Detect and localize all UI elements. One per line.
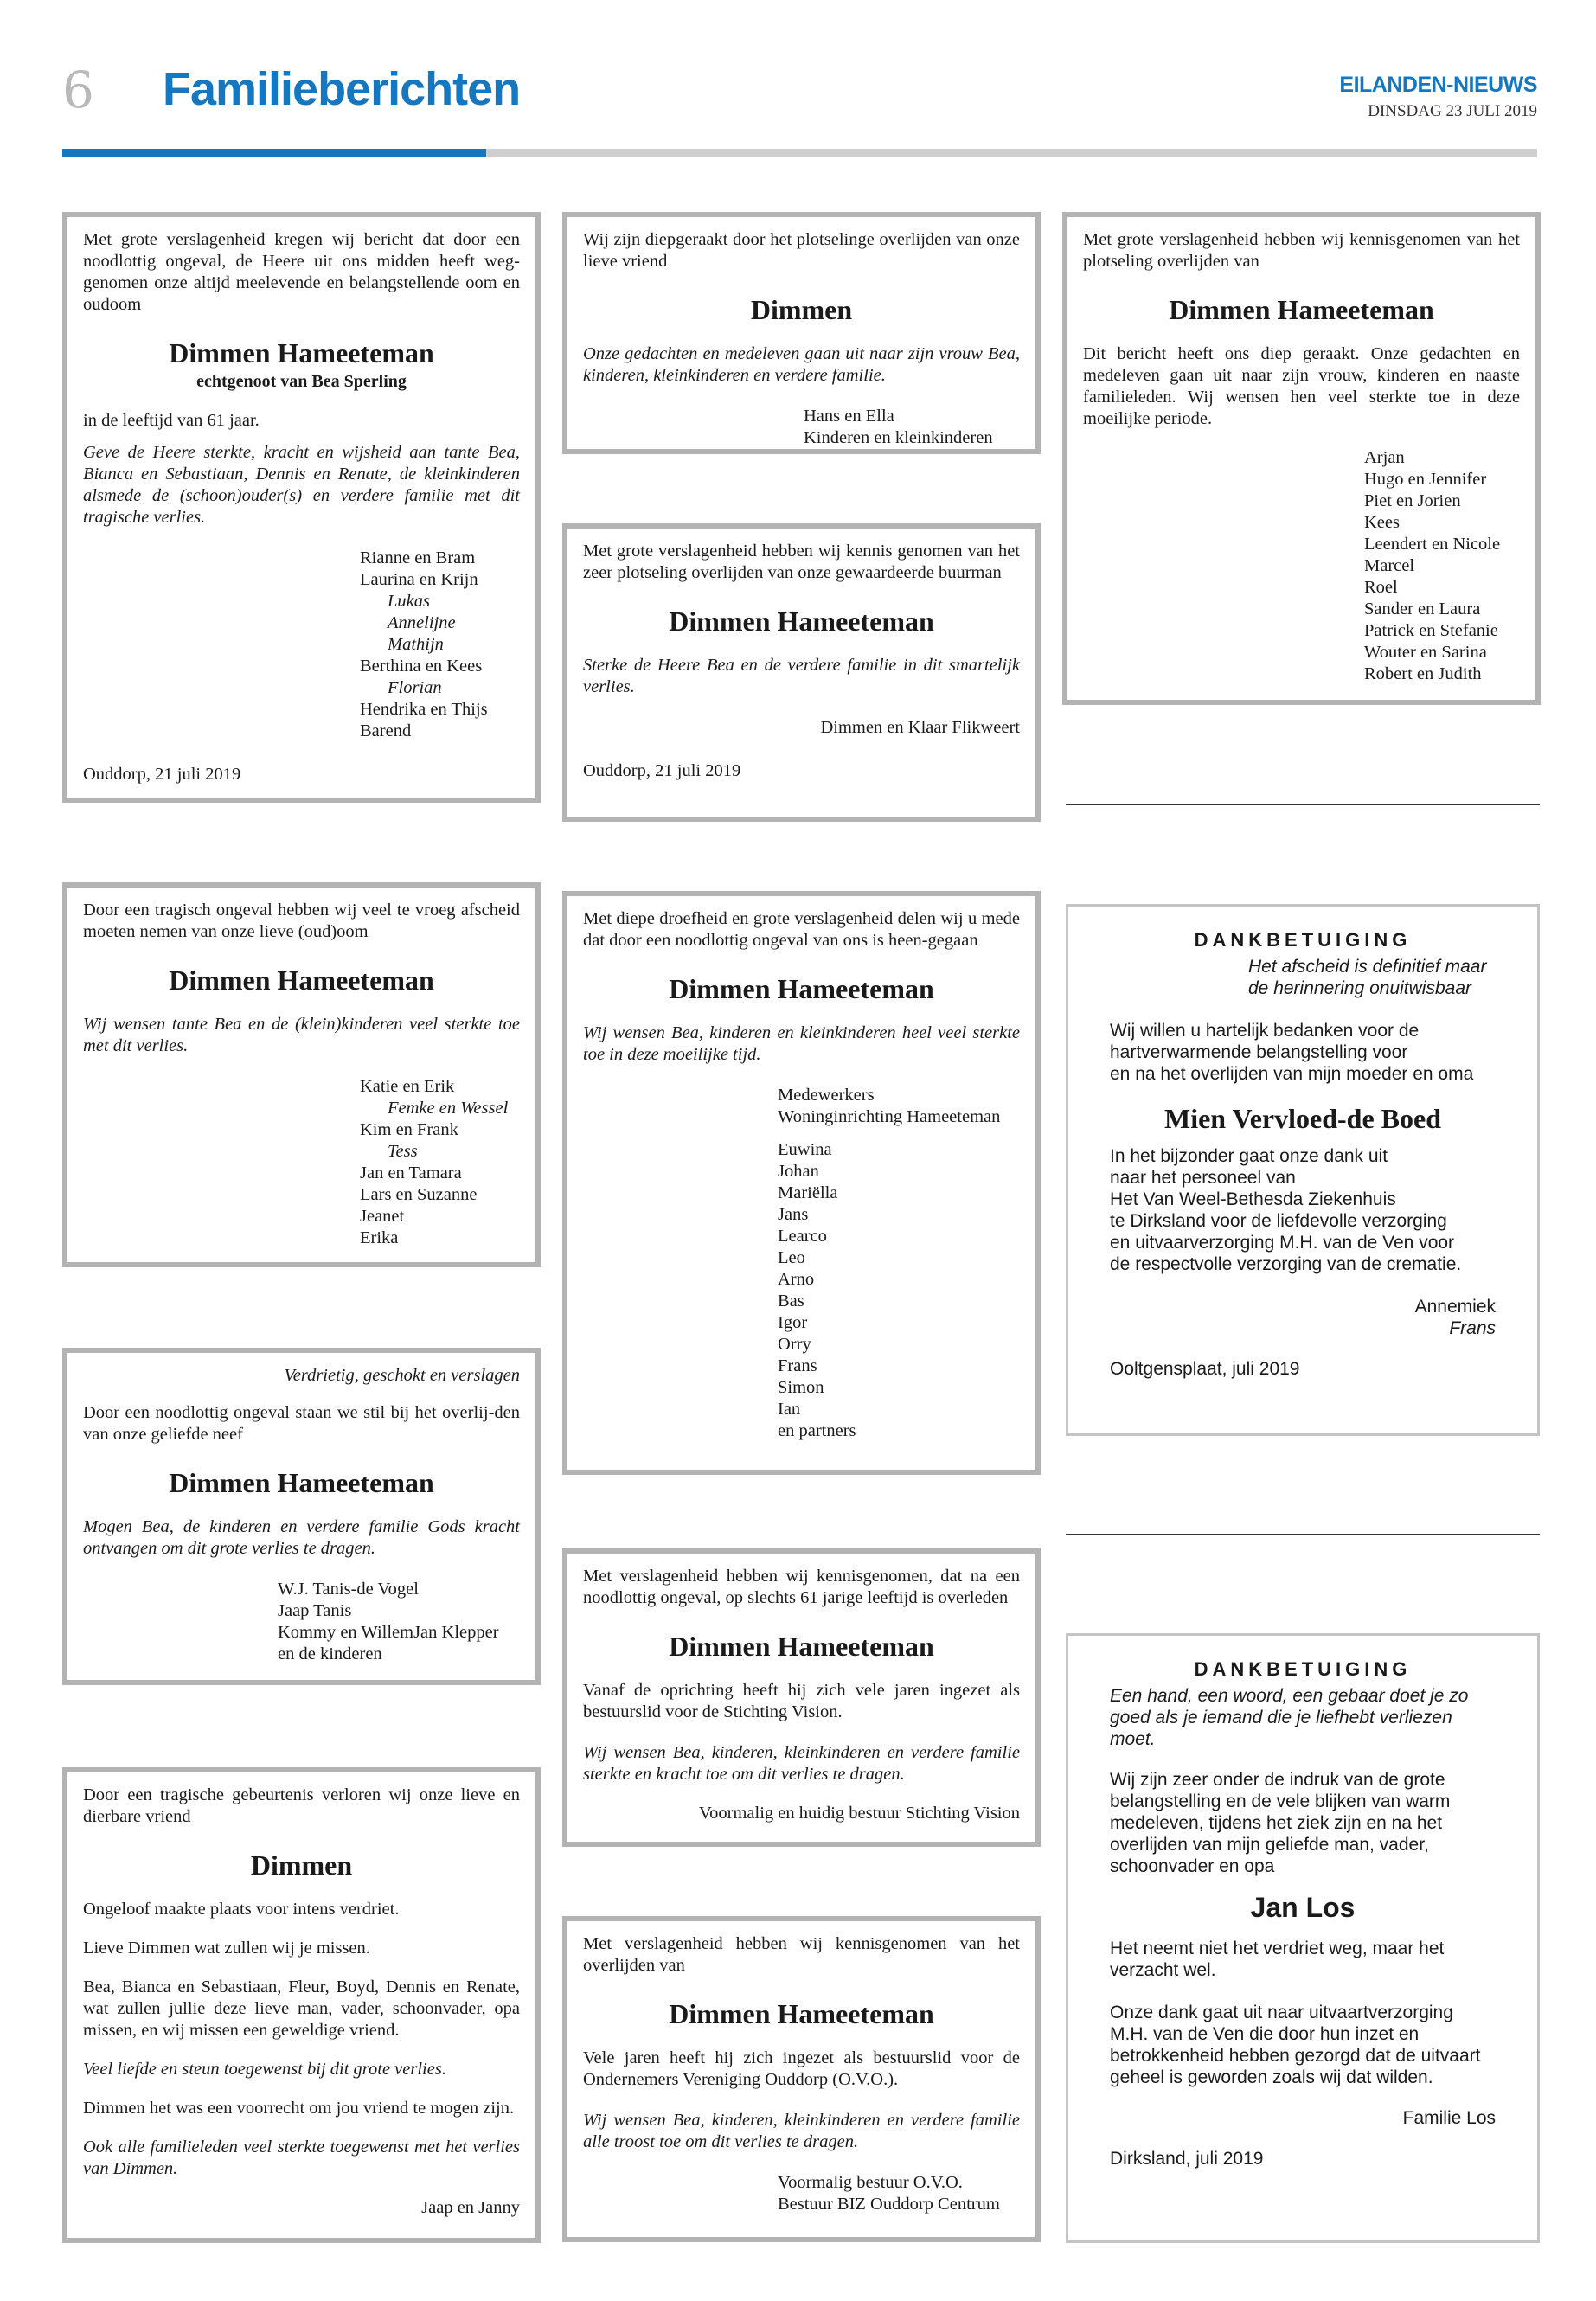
deceased-name: Dimmen Hameeteman — [669, 1998, 934, 2029]
signer: Bestuur BIZ Ouddorp Centrum — [778, 2195, 1000, 2214]
dank-quote: Een hand, een woord, een gebaar doet je zo goed als je iemand die je liefhebt verliezen moet. — [1110, 1686, 1469, 1749]
notice-body: Dit bericht heeft ons diep geraakt. Onze gedachten en medeleven gaan uit naar zijn vrouw, kinderen en naaste familieleden. Wij wensen hen veel sterkte toe in deze moeilijke periode. — [1083, 344, 1520, 428]
deceased-name: Mien Vervloed-de Boed — [1164, 1103, 1441, 1134]
notice-intro: Door een noodlottig ongeval staan we stil bij het overlij-den van onze geliefde neef — [83, 1403, 520, 1444]
text-line: Het neemt niet het verdriet weg, maar het — [1110, 1939, 1445, 1958]
deceased-name: Jan Los — [1250, 1892, 1356, 1923]
notice-ovo — [562, 1916, 1041, 2242]
signer: Roel — [1364, 578, 1398, 597]
signer-child: Annelijne — [388, 613, 456, 632]
deceased-name: Dimmen Hameeteman — [169, 337, 434, 369]
signer: Dimmen en Klaar Flikweert — [820, 718, 1020, 737]
signers — [778, 2172, 1020, 2215]
text-line: Het Van Weel-Bethesda Ziekenhuis — [1110, 1189, 1396, 1209]
deceased-name: Dimmen Hameeteman — [669, 973, 934, 1004]
signer: Jans — [778, 1205, 809, 1224]
signer: Learco — [778, 1227, 827, 1246]
signers — [778, 1085, 1020, 1442]
text-line: M.H. van de Ven die door hun inzet en — [1110, 2024, 1420, 2044]
deceased-name: Dimmen Hameeteman — [669, 606, 934, 637]
signer: Jaap Tanis — [278, 1601, 352, 1620]
notice-colleagues-group — [1062, 212, 1541, 705]
signer: Ian — [778, 1400, 801, 1419]
signer: Jan en Tamara — [360, 1163, 462, 1183]
deceased-name: Dimmen — [750, 294, 853, 325]
text-line: Wij willen u hartelijk bedanken voor de — [1110, 1021, 1420, 1041]
notice-neighbour — [562, 523, 1041, 822]
text-line: overlijden van mijn geliefde man, vader, — [1110, 1835, 1429, 1855]
text-line: geheel is geworden zoals wij dat wilden. — [1110, 2067, 1433, 2087]
text-line: hartverwarmende belangstelling voor — [1110, 1042, 1408, 1062]
signers — [804, 406, 1020, 449]
dank-heading: DANKBETUIGING — [1194, 929, 1412, 951]
notice-intro: Met grote verslagenheid hebben wij kennisgenomen van het plotseling overlijden van — [1083, 230, 1520, 271]
signer-child: Florian — [388, 678, 442, 697]
signer: Kommy en WillemJan Klepper — [278, 1623, 499, 1642]
signer: Jaap en Janny — [421, 2198, 520, 2217]
signer: Kees — [1364, 513, 1400, 532]
signer: Leo — [778, 1248, 805, 1267]
signers — [1364, 447, 1520, 685]
signer: Annemiek — [1414, 1297, 1496, 1317]
text-line: Onze dank gaat uit naar uitvaartverzorging — [1110, 2003, 1453, 2022]
age-line: in de leeftijd van 61 jaar. — [83, 411, 260, 430]
notice-friend-dimmen — [62, 1767, 541, 2243]
signer: Hugo en Jennifer — [1364, 470, 1487, 489]
signer: Berthina en Kees — [360, 657, 483, 676]
deceased-name: Dimmen — [250, 1849, 353, 1881]
signer: Simon — [778, 1378, 824, 1397]
section-title: Familieberichten — [163, 63, 521, 115]
notice-oudoom — [62, 882, 541, 1267]
signers — [360, 1076, 520, 1249]
text-line: de respectvolle verzorging van de crematie. — [1110, 1254, 1462, 1274]
signer: Voormalig en huidig bestuur Stichting Vision — [699, 1804, 1020, 1823]
signer: Piet en Jorien — [1364, 491, 1461, 510]
quote-line: Het afscheid is definitief maar — [1248, 957, 1487, 977]
dank-body — [1110, 2002, 1496, 2088]
signer: Hans en Ella — [804, 407, 894, 426]
notice-wish: Wij wensen Bea, kinderen, kleinkinderen en verdere familie sterkte en kracht toe om dit verlies te dragen. — [583, 1743, 1020, 1784]
notice-wish: Onze gedachten en medeleven gaan uit naar zijn vrouw Bea, kinderen, kleinkinderen en verdere familie. — [583, 344, 1020, 385]
notice-colleagues — [562, 891, 1041, 1475]
notice-intro: Door een tragisch ongeval hebben wij veel te vroeg afscheid moeten nemen van onze lieve (oud)oom — [83, 901, 520, 941]
signer: Leendert en Nicole — [1364, 535, 1501, 554]
notice-intro: Met grote verslagenheid hebben wij kennis genomen van het zeer plotseling overlijden van onze gewaardeerde buurman — [583, 542, 1020, 582]
thank-you-notice-jan — [1066, 1633, 1540, 2243]
notice-wish: Mogen Bea, de kinderen en verdere familie Gods kracht ontvangen om dit grote verlies te dragen. — [83, 1517, 520, 1558]
header-rule-blue — [62, 149, 486, 157]
signer: Orry — [778, 1335, 811, 1354]
deceased-name: Dimmen Hameeteman — [1169, 294, 1434, 325]
signer: Frans — [1449, 1318, 1496, 1338]
signer: Laurina en Krijn — [360, 570, 478, 589]
notice-paragraph: Lieve Dimmen wat zullen wij je missen. — [83, 1939, 370, 1958]
signer-child: Mathijn — [388, 635, 444, 654]
place-date: Ouddorp, 21 juli 2019 — [83, 765, 241, 784]
signer: Wouter en Sarina — [1364, 643, 1487, 662]
text-line: schoonvader en opa — [1110, 1856, 1275, 1876]
notice-nephew — [62, 1348, 541, 1685]
signer: Kinderen en kleinkinderen — [804, 428, 993, 447]
signer-child: Tess — [388, 1142, 418, 1161]
signer-org: Medewerkers — [778, 1086, 875, 1105]
signer: Arjan — [1364, 448, 1405, 467]
text-line: In het bijzonder gaat onze dank uit — [1110, 1146, 1388, 1166]
text-line: medeleven, tijdens het ziek zijn en na het — [1110, 1813, 1443, 1833]
deceased-name: Dimmen Hameeteman — [169, 1467, 434, 1498]
notice-intro: Met verslagenheid hebben wij kennisgenomen, dat na een noodlottig ongeval, op slechts 61 jarige leeftijd is overleden — [583, 1567, 1020, 1607]
notice-intro: Wij zijn diepgeraakt door het plotselinge overlijden van onze lieve vriend — [583, 230, 1020, 271]
signers — [360, 548, 520, 742]
text-line: betrokkenheid hebben gezorgd dat de uitvaart — [1110, 2046, 1481, 2066]
notice-motto: Verdrietig, geschokt en verslagen — [284, 1366, 520, 1385]
notice-paragraph: Veel liefde en steun toegewenst bij dit grote verlies. — [83, 2060, 446, 2079]
text-line: te Dirksland voor de liefdevolle verzorging — [1110, 1211, 1447, 1231]
signer: Hendrika en Thijs — [360, 700, 488, 719]
signer: Mariëlla — [778, 1183, 838, 1202]
signer: Erika — [360, 1228, 399, 1247]
issue-date: DINSDAG 23 JULI 2019 — [1368, 102, 1537, 120]
thank-you-notice-mien — [1066, 904, 1540, 1436]
signer: W.J. Tanis-de Vogel — [278, 1580, 419, 1599]
signer: Robert en Judith — [1364, 664, 1482, 683]
signer: Rianne en Bram — [360, 548, 476, 567]
signer: Arno — [778, 1270, 815, 1289]
notice-intro: Door een tragische gebeurtenis verloren wij onze lieve en dierbare vriend — [83, 1785, 520, 1826]
dank-body — [1110, 1938, 1496, 1981]
dank-body — [1110, 1145, 1496, 1275]
notice-intro: Met diepe droefheid en grote verslagenheid delen wij u mede dat door een noodlottig ongeval van ons is heen-gegaan — [583, 909, 1020, 950]
place-date: Ouddorp, 21 juli 2019 — [583, 761, 741, 780]
notice-intro: Met grote verslagenheid kregen wij bericht dat door een noodlottig ongeval, de Heere uit ons midden heeft weg-genomen onze altijd meelevende en belangstellende oom en oudoom — [83, 230, 520, 314]
signer: Kim en Frank — [360, 1120, 458, 1139]
notice-body: Vele jaren heeft hij zich ingezet als bestuurslid voor de Ondernemers Vereniging Ouddorp (O.V.O.). — [583, 2048, 1020, 2089]
notice-wish: Sterke de Heere Bea en de verdere familie in dit smartelijk verlies. — [583, 656, 1020, 696]
text-line: belangstelling en de vele blijken van warm — [1110, 1791, 1451, 1811]
signers — [278, 1579, 520, 1665]
notice-stichting-vision — [562, 1548, 1041, 1847]
dank-quote — [1248, 956, 1496, 999]
signer: en de kinderen — [278, 1644, 382, 1663]
notice-wish: Wij wensen tante Bea en de (klein)kinderen veel sterkte toe met dit verlies. — [83, 1015, 520, 1055]
signer: Euwina — [778, 1140, 832, 1159]
divider-rule — [1066, 804, 1540, 805]
notice-paragraph: Dimmen het was een voorrecht om jou vriend te mogen zijn. — [83, 2099, 515, 2118]
signer: Frans — [778, 1356, 817, 1375]
signer: Marcel — [1364, 556, 1415, 575]
divider-rule — [1066, 1534, 1540, 1535]
signer: Voormalig bestuur O.V.O. — [778, 2173, 963, 2192]
place-date: Ooltgensplaat, juli 2019 — [1110, 1359, 1300, 1379]
spouse-line: echtgenoot van Bea Sperling — [196, 372, 407, 391]
notice-family-uncle — [62, 212, 541, 803]
signer: Igor — [778, 1313, 808, 1332]
notice-paragraph: Ook alle familieleden veel sterkte toegewenst met het verlies van Dimmen. — [83, 2138, 520, 2178]
page-number: 6 — [62, 61, 94, 119]
text-line: en uitvaarverzorging M.H. van de Ven voor — [1110, 1233, 1455, 1253]
notice-paragraph: Bea, Bianca en Sebastiaan, Fleur, Boyd, Dennis en Renate, wat zullen jullie deze lieve man, vader, schoonvader, opa missen, en wij missen een geweldige vriend. — [83, 1977, 520, 2040]
deceased-name: Dimmen Hameeteman — [169, 965, 434, 996]
dank-heading: DANKBETUIGING — [1194, 1658, 1412, 1680]
newspaper-logo: EILANDEN-NIEUWS — [1339, 73, 1537, 97]
signer-child: Lukas — [388, 592, 430, 611]
signer-child: Femke en Wessel — [388, 1099, 509, 1118]
deceased-name: Dimmen Hameeteman — [669, 1631, 934, 1662]
dank-intro — [1110, 1769, 1496, 1877]
quote-line: de herinnering onuitwisbaar — [1248, 978, 1471, 998]
signer: Katie en Erik — [360, 1077, 455, 1096]
text-line: naar het personeel van — [1110, 1168, 1296, 1188]
header-rule-grey — [486, 149, 1537, 157]
text-line: en na het overlijden van mijn moeder en oma — [1110, 1064, 1474, 1084]
notice-wish: Wij wensen Bea, kinderen en kleinkinderen heel veel sterkte toe in deze moeilijke tijd. — [583, 1023, 1020, 1064]
notice-wish: Geve de Heere sterkte, kracht en wijsheid aan tante Bea, Bianca en Sebastiaan, Dennis en Renate, de kleinkinderen alsmede de (schoon)ouder(s) en verdere familie met dit tragische verlies. — [83, 443, 520, 527]
signer-org: Woninginrichting Hameeteman — [778, 1107, 1001, 1126]
signer: Jeanet — [360, 1207, 405, 1226]
notice-body: Vanaf de oprichting heeft hij zich vele jaren ingezet als bestuurslid voor de Stichting Vision. — [583, 1681, 1020, 1721]
signer: Familie Los — [1402, 2108, 1496, 2128]
signer: Bas — [778, 1292, 804, 1311]
signer: Barend — [360, 721, 412, 740]
signer: en partners — [778, 1421, 856, 1440]
notice-wish: Wij wensen Bea, kinderen, kleinkinderen en verdere familie alle troost toe om dit verlies te dragen. — [583, 2111, 1020, 2151]
signer: Sander en Laura — [1364, 599, 1481, 619]
place-date: Dirksland, juli 2019 — [1110, 2149, 1264, 2169]
text-line: Wij zijn zeer onder de indruk van de grote — [1110, 1770, 1445, 1790]
dank-intro — [1110, 1020, 1496, 1085]
notice-dear-friend — [562, 212, 1041, 454]
notice-intro: Met verslagenheid hebben wij kennisgenomen van het overlijden van — [583, 1934, 1020, 1975]
signer: Johan — [778, 1162, 819, 1181]
signer: Lars en Suzanne — [360, 1185, 478, 1204]
signer: Patrick en Stefanie — [1364, 621, 1498, 640]
text-line: verzacht wel. — [1110, 1960, 1216, 1980]
notice-paragraph: Ongeloof maakte plaats voor intens verdriet. — [83, 1900, 400, 1919]
